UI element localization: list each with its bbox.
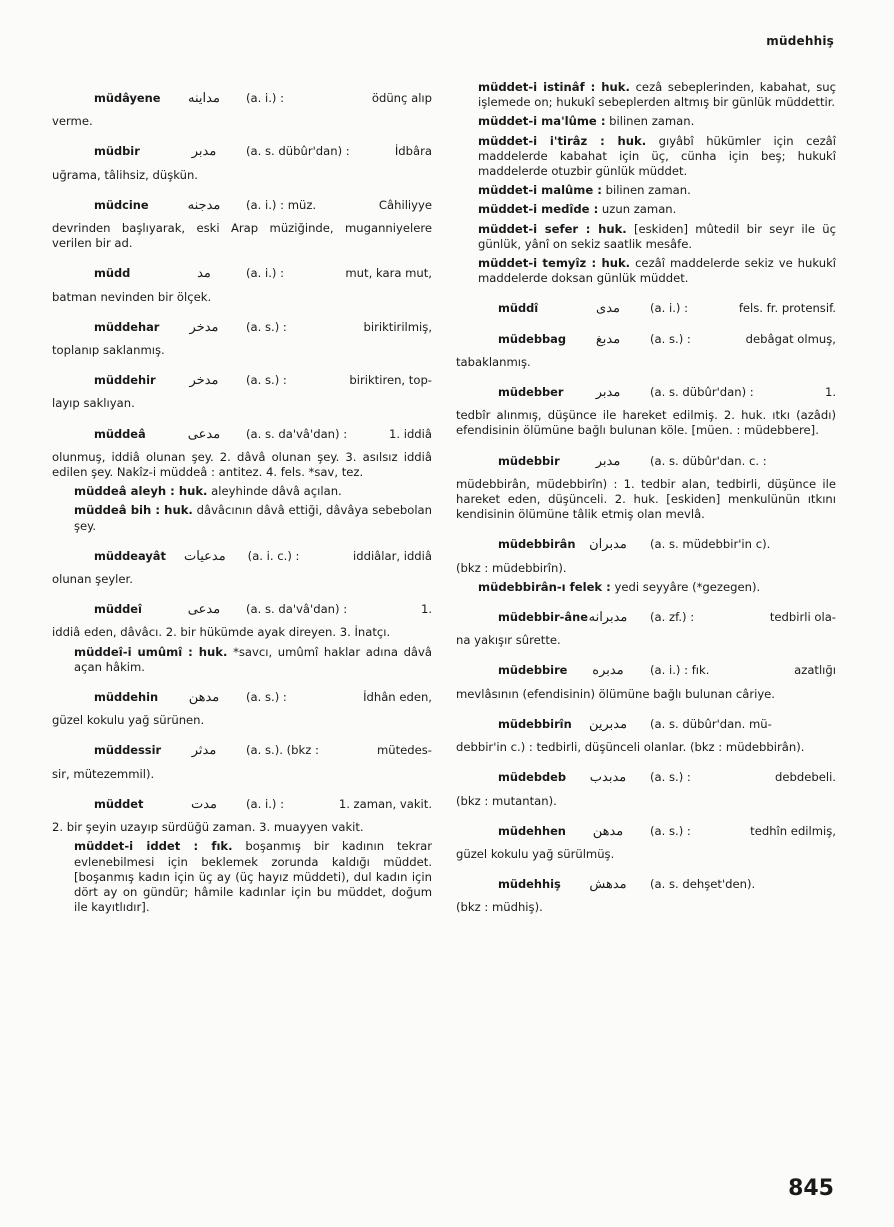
grammar-note: (a. s. dübûr'dan. mü- — [650, 716, 772, 731]
sub-entry-term: müddet-i iddet : fık. — [74, 839, 233, 854]
definition-start: 1. — [824, 385, 836, 400]
dictionary-entry — [456, 385, 836, 439]
entry-header-line — [52, 602, 432, 617]
dictionary-entry — [52, 743, 432, 781]
entry-header-line — [456, 663, 836, 678]
entry-header-line — [52, 743, 432, 758]
headword: müdebdeb — [498, 770, 567, 785]
sub-entry-definition: bilinen zaman. — [609, 114, 695, 129]
entry-header-line — [456, 301, 836, 316]
definition-continuation: olunan şeyler. — [52, 572, 133, 587]
sub-entry — [52, 484, 432, 499]
dictionary-entry — [456, 301, 836, 316]
definition-continuation: na yakışır sûrette. — [456, 633, 561, 648]
sub-entry-term: müddet-i medîde : — [478, 202, 599, 217]
definition-continuation: toplanıp saklanmış. — [52, 343, 165, 358]
arabic-script: مدت — [190, 796, 218, 812]
definition-continuation: sir, mütezemmil). — [52, 766, 155, 781]
dictionary-entry — [52, 427, 432, 481]
dictionary-entry — [456, 610, 836, 648]
arabic-script: مدبدب — [589, 770, 627, 786]
sub-entry-term: müddet-i ma'lûme : — [478, 114, 606, 129]
grammar-note: (a. i.) : — [246, 796, 285, 811]
running-head: müdehhiş — [766, 34, 834, 48]
entry-header-line — [52, 144, 432, 159]
grammar-note: (a. s.) : — [650, 823, 691, 838]
sub-entry-term: müddet-i istinâf : huk. — [478, 80, 630, 94]
sub-entry-term: müddet-i malûme : — [478, 183, 602, 198]
definition-continuation: tedbîr alınmış, düşünce ile hareket edilmiş. 2. huk. ıtkı (azâdı) efendisinin ölümüne bağlı bulunan köle. [müen. : müdebbere]. — [456, 408, 836, 438]
grammar-note: (a. i. c.) : — [247, 548, 300, 563]
grammar-note: (a. s. da'vâ'dan) : — [246, 426, 348, 441]
sub-entry — [52, 839, 432, 915]
dictionary-entry — [52, 797, 432, 835]
definition-continuation: debbir'in c.) : tedbirli, düşünceli olanlar. (bkz : müdebbirân). — [456, 740, 805, 755]
definition-continuation: verme. — [52, 114, 93, 129]
definition-start: debdebeli. — [775, 770, 836, 785]
entry-header-line — [456, 717, 836, 732]
definition-start: iddiâlar, iddiâ — [353, 548, 432, 563]
grammar-note: (a. s. dehşet'den). — [650, 877, 756, 892]
entry-header-line — [456, 770, 836, 785]
sub-entry — [52, 645, 432, 675]
entry-header-line — [52, 549, 432, 564]
headword: müdebbir — [498, 453, 560, 468]
entry-header-line — [52, 427, 432, 442]
dictionary-entry — [456, 537, 836, 575]
dictionary-entry — [52, 320, 432, 358]
headword: müdebbir-âne — [498, 610, 588, 625]
headword: müddeayât — [94, 548, 166, 563]
headword: müddessir — [94, 743, 162, 758]
arabic-script: مدخر — [189, 373, 219, 389]
entry-header-line — [52, 91, 432, 106]
headword: müddî — [498, 301, 539, 316]
arabic-script: مدعيات — [184, 548, 226, 564]
sub-entry — [52, 503, 432, 533]
definition-start: tedhîn edilmiş, — [750, 823, 836, 838]
entry-header-line — [456, 610, 836, 625]
definition-start: ödünç alıp — [371, 91, 432, 105]
sub-entry-term: müddeâ aleyh : huk. — [74, 484, 208, 499]
arabic-script: مدبره — [592, 663, 624, 679]
sub-entry — [456, 256, 836, 286]
dictionary-entry — [456, 770, 836, 808]
sub-entry-definition: yedi seyyâre (*gezegen). — [614, 579, 761, 594]
arabic-script: مدهن — [592, 823, 624, 839]
definition-continuation: layıp saklıyan. — [52, 396, 135, 411]
sub-entry — [456, 114, 836, 129]
definition-continuation: müdebbirân, müdebbirîn) : 1. tedbir alan, tedbirli, düşünce ile hareket eden, düşünceli. 2. huk. [eskiden] menkulünün ıtkını kendisinin ölümüne tâlik etmiş olan mevlâ. — [456, 476, 836, 522]
arabic-script: مدثر — [191, 743, 217, 759]
left-column — [52, 76, 432, 915]
entry-header-line — [52, 320, 432, 335]
definition-continuation: batman nevinden bir ölçek. — [52, 289, 212, 304]
dictionary-entry — [52, 602, 432, 640]
definition-continuation: iddiâ eden, dâvâcı. 2. bir hükümde ayak direyen. 3. İnatçı. — [52, 625, 391, 640]
entry-header-line — [456, 537, 836, 552]
headword: müdcine — [94, 197, 149, 212]
grammar-note: (a. i.) : — [246, 266, 285, 281]
sub-entry — [456, 80, 836, 110]
grammar-note: (a. s. da'vâ'dan) : — [246, 602, 348, 617]
entry-header-line — [456, 332, 836, 347]
definition-start: 1. iddiâ — [388, 426, 432, 441]
headword: müdâyene — [94, 91, 161, 105]
sub-entry-term: müddeâ bih : huk. — [74, 503, 193, 518]
arabic-script: مدبرانه — [588, 610, 628, 626]
sub-entry-definition: uzun zaman. — [601, 202, 677, 217]
sub-entry-definition: gıyâbî hükümler için cezâî maddelerde kabahat için üç, cünha için beş; hukukî maddelerde otuzbir günlük müddet. — [478, 133, 837, 179]
arabic-script: مدبر — [595, 453, 621, 469]
grammar-note: (a. s.) : — [650, 770, 691, 785]
page-number: 845 — [788, 1176, 834, 1201]
arabic-script: مدخر — [189, 319, 219, 335]
sub-entry — [456, 580, 836, 595]
arabic-script: مدبرين — [588, 716, 628, 732]
arabic-script: مدهش — [589, 877, 627, 893]
dictionary-entry — [52, 266, 432, 304]
dictionary-entry — [456, 332, 836, 370]
entry-header-line — [52, 690, 432, 705]
headword: müddeâ — [94, 426, 146, 441]
grammar-note: (a. s. dübûr'dan) : — [650, 385, 754, 400]
dictionary-entry — [52, 549, 432, 587]
headword: müdehhiş — [498, 877, 561, 892]
entry-header-line — [52, 266, 432, 281]
entry-header-line — [456, 454, 836, 469]
definition-start: biriktirilmiş, — [363, 319, 432, 334]
definition-start: tedbirli ola- — [769, 610, 836, 625]
grammar-note: (a. s. dübûr'dan) : — [246, 144, 350, 159]
arabic-script: مدبغ — [595, 331, 621, 347]
sub-entry-term: müddet-i i'tirâz : huk. — [478, 133, 647, 148]
dictionary-entry — [456, 663, 836, 701]
headword: müdebber — [498, 385, 564, 400]
definition-continuation: uğrama, tâlihsiz, düşkün. — [52, 167, 198, 182]
sub-entry-definition: cezâ sebeplerinden, kabahat, suç işlemede on; hukukî sebeplerden altmış bir günlük müddettir. — [478, 80, 836, 110]
definition-start: İdhân eden, — [363, 690, 432, 705]
grammar-note: (a. s.) : — [650, 331, 691, 346]
definition-start: debâgat olmuş, — [745, 331, 836, 346]
arabic-script: مدجنه — [187, 197, 221, 213]
dictionary-entry — [456, 877, 836, 915]
sub-entry-definition: bilinen zaman. — [605, 183, 691, 198]
arabic-script: مد — [197, 266, 211, 282]
entry-header-line — [456, 824, 836, 839]
definition-start: azatlığı — [794, 663, 836, 678]
grammar-note: (a. s.). (bkz : — [246, 743, 319, 758]
dictionary-entry — [52, 373, 432, 411]
entry-header-line — [456, 385, 836, 400]
grammar-note: (a. s.) : — [246, 373, 287, 388]
arabic-script: مدهن — [188, 690, 220, 706]
definition-start: Câhiliyye — [378, 197, 432, 212]
dictionary-entry — [52, 690, 432, 728]
grammar-note: (a. zf.) : — [650, 610, 695, 625]
grammar-note: (a. s.) : — [246, 690, 287, 705]
headword: müddehir — [94, 373, 156, 388]
sub-entry — [456, 202, 836, 217]
sub-entry-definition: *savcı, umûmî haklar adına dâvâ açan hâkim. — [74, 644, 433, 674]
headword: müddet — [94, 796, 144, 811]
dictionary-entry — [52, 198, 432, 252]
arabic-script: مدبر — [595, 385, 621, 401]
headword: müddeî — [94, 602, 142, 617]
definition-continuation: (bkz : müdhiş). — [456, 900, 543, 915]
sub-entry — [456, 134, 836, 180]
sub-entry-definition: boşanmış bir kadının tekrar evlenebilmesi için beklemek zorunda kaldığı müddet. [boşanmış kadın için üç ay (üç hayız müddeti), dul kadın için dört ay on gündür; hâmile kadınlar için bu müddet, doğum ile kayıtlıdır]. — [74, 839, 433, 915]
dictionary-entry — [52, 144, 432, 182]
definition-continuation: tabaklanmış. — [456, 354, 531, 369]
sub-entry-term: müddeî-i umûmî : huk. — [74, 644, 228, 659]
definition-continuation: 2. bir şeyin uzayıp sürdüğü zaman. 3. muayyen vakit. — [52, 820, 364, 835]
right-column — [456, 76, 836, 916]
grammar-note: (a. i.) : müz. — [246, 197, 317, 212]
definition-continuation: güzel kokulu yağ sürünen. — [52, 713, 205, 728]
grammar-note: (a. s. dübûr'dan. c. : — [650, 453, 767, 468]
headword: müdebbirân — [498, 537, 576, 552]
headword: müdd — [94, 266, 131, 281]
grammar-note: (a. i.) : — [650, 301, 689, 316]
arabic-script: مدعى — [187, 426, 221, 442]
sub-entry-term: müdebbirân-ı felek : — [478, 579, 611, 594]
sub-entry-definition: dâvâcının dâvâ ettiği, dâvâya sebebolan şey. — [74, 503, 433, 533]
grammar-note: (a. i.) : — [246, 91, 285, 105]
definition-start: mütedes- — [376, 743, 432, 758]
sub-entry — [456, 183, 836, 198]
entry-header-line — [52, 797, 432, 812]
definition-start: fels. fr. protensif. — [738, 301, 836, 316]
headword: müdehhen — [498, 823, 566, 838]
dictionary-entry — [456, 717, 836, 755]
headword: müdebbire — [498, 663, 568, 678]
sub-entry — [456, 222, 836, 252]
grammar-note: (a. s. müdebbir'in c). — [650, 537, 771, 552]
sub-entry-definition: aleyhinde dâvâ açılan. — [211, 484, 342, 499]
grammar-note: (a. i.) : fık. — [650, 663, 710, 678]
sub-entry-term: müddet-i sefer : huk. — [478, 221, 627, 236]
sub-entry-definition: [eskiden] mûtedil bir seyr ile üç günlük, yânî on sekiz saatlik mesâfe. — [478, 221, 836, 251]
arabic-script: مدعى — [187, 602, 221, 618]
entry-header-line — [456, 877, 836, 892]
arabic-script: مدى — [596, 301, 620, 317]
grammar-note: (a. s.) : — [246, 319, 287, 334]
arabic-script: مدبران — [589, 537, 627, 553]
entry-header-line — [52, 373, 432, 388]
definition-continuation: güzel kokulu yağ sürülmüş. — [456, 846, 615, 861]
sub-entry-term: müddet-i temyîz : huk. — [478, 256, 631, 271]
definition-continuation: devrinden başlıyarak, eski Arap müziğinde, muganniyelere verilen bir ad. — [52, 221, 432, 251]
definition-continuation: (bkz : müdebbirîn). — [456, 560, 567, 575]
definition-start: İdbâra — [394, 144, 432, 159]
headword: müdbir — [94, 144, 140, 159]
arabic-script: مداينه — [188, 91, 220, 106]
sub-entry-definition: cezâî maddelerde sekiz ve hukukî maddelerde doksan günlük müddet. — [478, 256, 837, 286]
definition-start: 1. — [420, 602, 432, 617]
headword: müdebbag — [498, 331, 567, 346]
dictionary-entry — [456, 454, 836, 523]
dictionary-entry — [456, 824, 836, 862]
definition-start: 1. zaman, vakit. — [338, 796, 432, 811]
definition-continuation: (bkz : mutantan). — [456, 793, 557, 808]
dictionary-entry — [52, 91, 432, 129]
definition-start: mut, kara mut, — [345, 266, 432, 281]
definition-continuation: mevlâsının (efendisinin) ölümüne bağlı bulunan câriye. — [456, 686, 775, 701]
headword: müddehin — [94, 690, 159, 705]
definition-start: biriktiren, top- — [349, 373, 432, 388]
headword: müddehar — [94, 319, 160, 334]
definition-continuation: olunmuş, iddiâ olunan şey. 2. dâvâ olunan şey. 3. asılsız iddiâ edilen şey. Nakîz-i müddeâ : antitez. 4. fels. *sav, tez. — [52, 449, 432, 480]
entry-header-line — [52, 198, 432, 213]
arabic-script: مدبر — [191, 144, 217, 160]
headword: müdebbirîn — [498, 716, 572, 731]
